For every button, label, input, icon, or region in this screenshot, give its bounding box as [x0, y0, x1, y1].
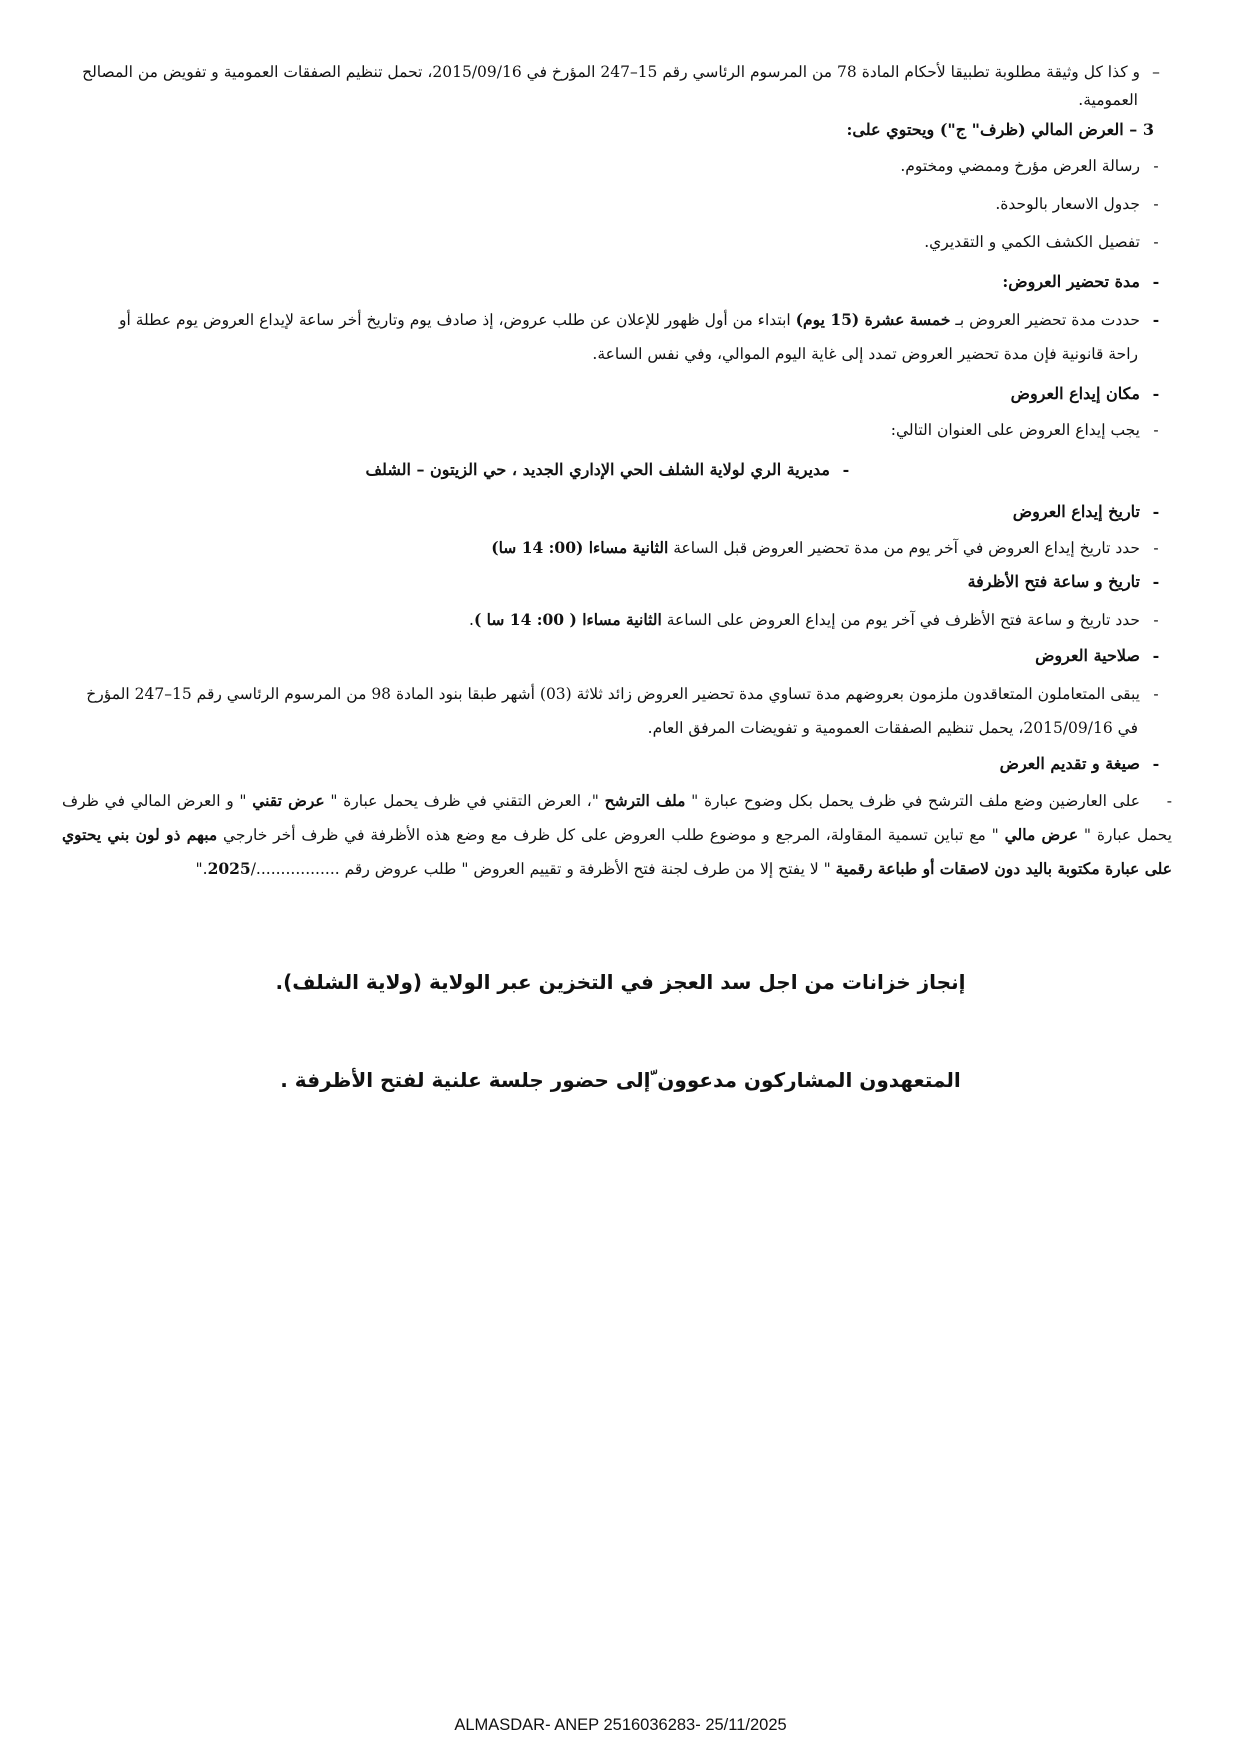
bullet-dash: -	[1152, 384, 1160, 403]
financial-item: -رسالة العرض مؤرخ وممضي ومختوم.	[62, 148, 1172, 184]
bullet-dash: -	[1152, 646, 1160, 665]
footer-reference: ALMASDAR- ANEP 2516036283- 25/11/2025	[454, 1716, 787, 1734]
deposit-place-text: -يجب إيداع العروض على العنوان التالي:	[62, 412, 1172, 448]
bullet-dash: –	[1152, 63, 1160, 81]
bullet-dash: -	[1153, 611, 1159, 629]
bullet-dash: -	[1153, 421, 1159, 439]
opening-heading: -تاريخ و ساعة فتح الأظرفة	[62, 564, 1172, 600]
format-paragraph: -على العارضين وضع ملف الترشح في ظرف يحمل بكل وضوح عبارة " ملف الترشح "، العرض التقني في ظرف يحمل عبارة " عرض تقني " و العرض المالي في ظرف يحمل عبارة " عرض مالي " مع تباين تسمية المقاولة، المرجع و موضوع طلب العروض على كل ظرف مع وضع هذه الأظرفة في ظرف أخر خارجي مبهم ذو لون بني يحتوي على عبارة مكتوبة باليد دون لاصقات أو طباعة رقمية " لا يفتح إلا من طرف لجنة فتح الأظرفة و تقييم العروض " طلب عروض رقم ................./2025."	[62, 784, 1172, 886]
bullet-dash: -	[1153, 685, 1159, 703]
bullet-dash: -	[1152, 310, 1160, 329]
validity-text: -يبقى المتعاملون المتعاقدون ملزمون بعروضهم مدة تساوي مدة تحضير العروض زائد ثلاثة (03) أشهر طبقا بنود المادة 98 من المرسوم الرئاسي رقم 15–247 المؤرخ	[62, 676, 1172, 712]
validity-heading: -صلاحية العروض	[62, 638, 1172, 674]
prep-period-text: -حددت مدة تحضير العروض بـ خمسة عشرة (15 يوم) ابتداء من أول ظهور للإعلان عن طلب عروض، إذ صادف يوم وتاريخ أخر ساعة لإيداع العروض يوم عطلة أو	[62, 302, 1172, 338]
document-body	[62, 58, 1172, 882]
prep-period-text-continued: راحة قانونية فإن مدة تحضير العروض تمدد إلى غاية اليوم الموالي، وفي نفس الساعة.	[592, 345, 1138, 363]
prep-period-duration: خمسة عشرة (15 يوم)	[795, 310, 951, 329]
bullet-dash: -	[1152, 502, 1160, 521]
bullet-dash: -	[1152, 572, 1160, 591]
deposit-date-heading: -تاريخ إيداع العروض	[62, 494, 1172, 530]
bullet-dash: -	[1166, 792, 1172, 810]
intro-text-2: العمومية.	[1078, 91, 1138, 109]
financial-offer-heading: 3 – العرض المالي (ظرف" ج") ويحتوي على:	[846, 120, 1154, 139]
opening-time: الثانية مساءا ( 00: 14 سا )	[473, 610, 662, 629]
bullet-dash: -	[1153, 157, 1159, 175]
bullet-dash: -	[842, 460, 850, 479]
project-title: إنجاز خزانات من اجل سد العجز في التخزين عبر الولاية (ولاية الشلف).	[275, 970, 966, 994]
opening-text: -حدد تاريخ و ساعة فتح الأظرف في آخر يوم من إيداع العروض على الساعة الثانية مساءا ( 00: 14 سا ).	[62, 602, 1172, 638]
bullet-dash: -	[1152, 754, 1160, 773]
intro-text-1: و كذا كل وثيقة مطلوبة تطبيقا لأحكام المادة 78 من المرسوم الرئاسي رقم 15–247 المؤرخ في 2015/09/16، تحمل تنظيم الصفقات العمومية و تفويض من المصالح	[82, 63, 1140, 81]
financial-item: -جدول الاسعار بالوحدة.	[62, 186, 1172, 222]
prep-period-heading: -مدة تحضير العروض:	[62, 264, 1172, 300]
invitation-text: المتعهدون المشاركون مدعوون ّإلى حضور جلسة علنية لفتح الأظرفة .	[280, 1068, 961, 1092]
deposit-date-text: -حدد تاريخ إيداع العروض في آخر يوم من مدة تحضير العروض قبل الساعة الثانية مساءا (00: 14 سا)	[62, 530, 1172, 566]
bullet-dash: -	[1153, 539, 1159, 557]
financial-item: -تفصيل الكشف الكمي و التقديري.	[62, 224, 1172, 260]
deposit-deadline-time: الثانية مساءا (00: 14 سا)	[491, 538, 669, 557]
bullet-dash: -	[1152, 272, 1160, 291]
validity-text-continued: في 2015/09/16، يحمل تنظيم الصفقات العمومية و تفويضات المرفق العام.	[647, 719, 1138, 737]
format-heading: -صيغة و تقديم العرض	[62, 746, 1172, 782]
bullet-dash: -	[1153, 195, 1159, 213]
bullet-dash: -	[1153, 233, 1159, 251]
deposit-address: -مديرية الري لولاية الشلف الحي الإداري الجديد ، حي الزيتون – الشلف	[62, 452, 1172, 488]
deposit-place-heading: -مكان إيداع العروض	[62, 376, 1172, 412]
